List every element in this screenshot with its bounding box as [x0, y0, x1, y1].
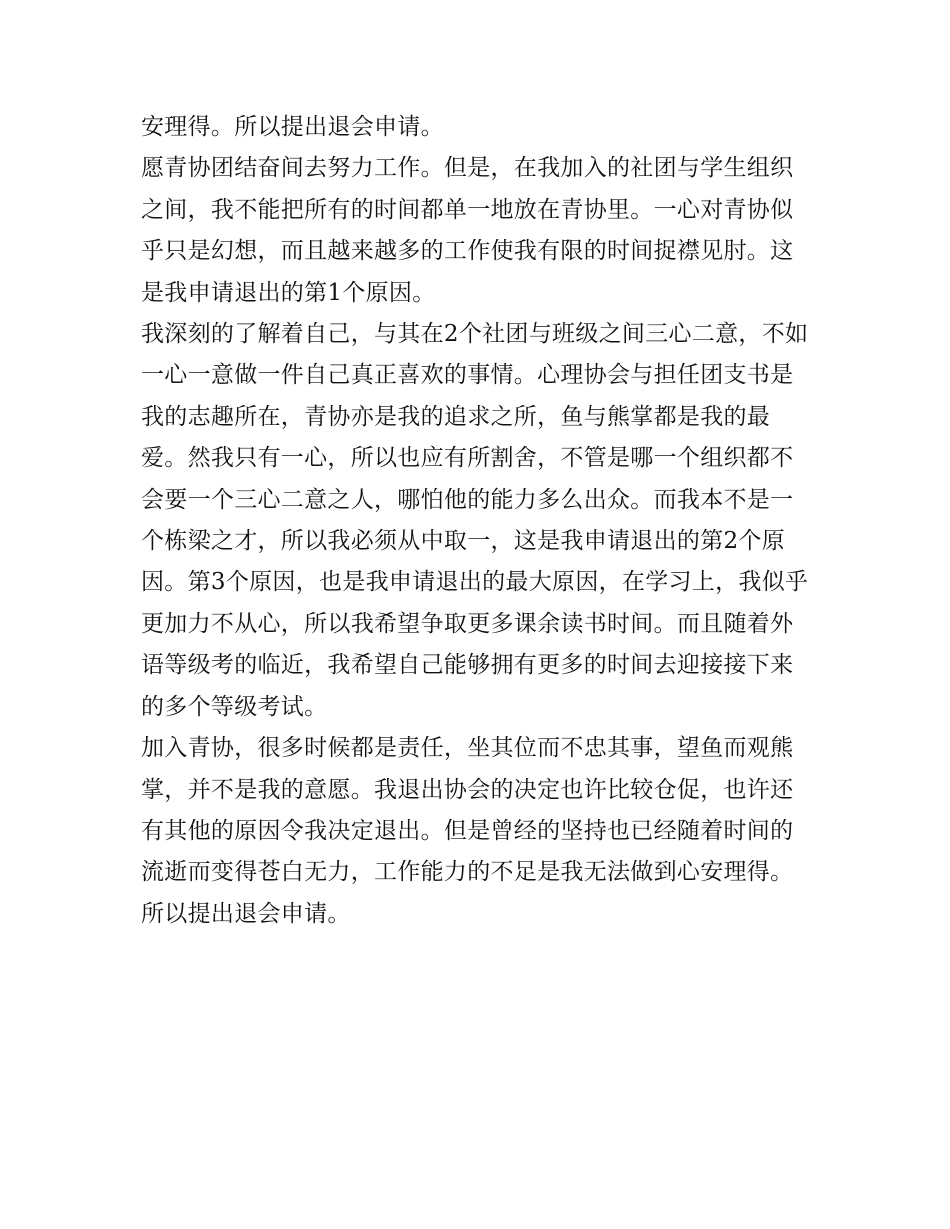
document-body — [141, 107, 813, 935]
paragraph: 加入青协，很多时候都是责任，坐其位而不忠其事，望鱼而观熊掌，并不是我的意愿。我退出协会的决定也许比较仓促，也许还有其他的原因令我决定退出。但是曾经的坚持也已经随着时间的流逝而变得苍白无力，工作能力的不足是我无法做到心安理得。所以提出退会申请。 — [141, 735, 794, 927]
paragraph: 我深刻的了解着自己，与其在2个社团与班级之间三心二意，不如一心一意做一件自己真正喜欢的事情。心理协会与担任团支书是我的志趣所在，青协亦是我的追求之所，鱼与熊掌都是我的最爱。然我只有一心，所以也应有所割舍，不管是哪一个组织都不会要一个三心二意之人，哪怕他的能力多么出众。而我本不是一个栋梁之才，所以我必须从中取一，这是我申请退出的第2个原因。第3个原因，也是我申请退出的最大原因，在学习上，我似乎更加力不从心，所以我希望争取更多课余读书时间。而且随着外语等级考的临近，我希望自己能够拥有更多的时间去迎接接下来的多个等级考试。 — [141, 321, 809, 720]
paragraph: 安理得。所以提出退会申请。 — [141, 114, 444, 140]
paragraph: 愿青协团结奋间去努力工作。但是，在我加入的社团与学生组织之间，我不能把所有的时间都单一地放在青协里。一心对青协似乎只是幻想，而且越来越多的工作使我有限的时间捉襟见肘。这是我申请退出的第1个原因。 — [141, 155, 794, 306]
